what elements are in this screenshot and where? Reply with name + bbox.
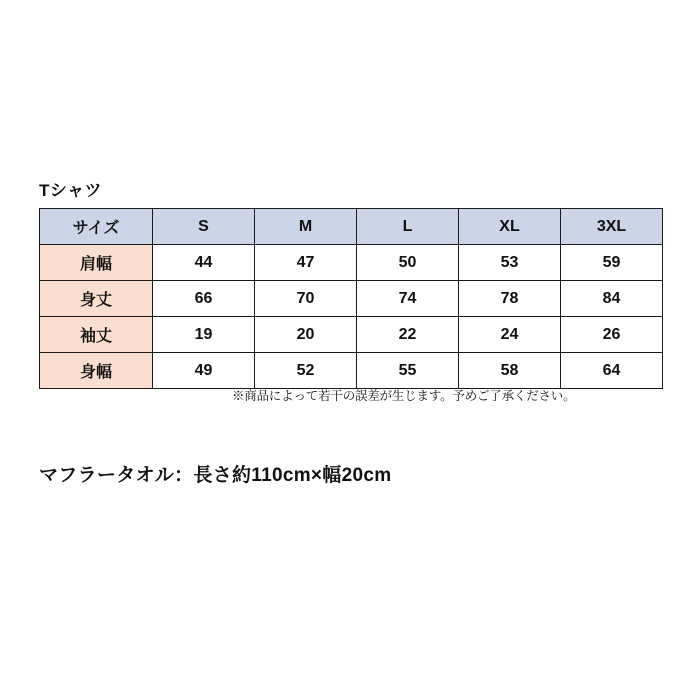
column-header-m: M [255, 209, 357, 245]
size-table [39, 208, 663, 389]
cell-sleeve-l: 22 [357, 317, 459, 353]
column-header-l: L [357, 209, 459, 245]
row-label-length: 身丈 [40, 281, 153, 317]
table-row [40, 353, 663, 389]
column-header-xl: XL [459, 209, 561, 245]
cell-shoulder-xl: 53 [459, 245, 561, 281]
cell-shoulder-s: 44 [153, 245, 255, 281]
cell-sleeve-s: 19 [153, 317, 255, 353]
table-row [40, 281, 663, 317]
column-header-size-label: サイズ [40, 209, 153, 245]
row-label-width: 身幅 [40, 353, 153, 389]
table-row [40, 245, 663, 281]
column-header-3xl: 3XL [561, 209, 663, 245]
cell-width-l: 55 [357, 353, 459, 389]
cell-length-m: 70 [255, 281, 357, 317]
cell-length-xl: 78 [459, 281, 561, 317]
table-header-row [40, 209, 663, 245]
cell-sleeve-m: 20 [255, 317, 357, 353]
table-row [40, 317, 663, 353]
cell-width-s: 49 [153, 353, 255, 389]
cell-sleeve-xl: 24 [459, 317, 561, 353]
column-header-s: S [153, 209, 255, 245]
page-title: Tシャツ [39, 181, 103, 200]
cell-shoulder-l: 50 [357, 245, 459, 281]
cell-width-3xl: 64 [561, 353, 663, 389]
towel-spec-text: マフラータオル：長さ約110cm×幅20cm [39, 465, 392, 486]
cell-width-m: 52 [255, 353, 357, 389]
cell-shoulder-3xl: 59 [561, 245, 663, 281]
disclaimer-note: ※商品によって若干の誤差が生じます。予めご了承ください。 [232, 389, 576, 403]
row-label-shoulder: 肩幅 [40, 245, 153, 281]
cell-length-3xl: 84 [561, 281, 663, 317]
cell-length-s: 66 [153, 281, 255, 317]
cell-length-l: 74 [357, 281, 459, 317]
cell-sleeve-3xl: 26 [561, 317, 663, 353]
row-label-sleeve: 袖丈 [40, 317, 153, 353]
cell-width-xl: 58 [459, 353, 561, 389]
cell-shoulder-m: 47 [255, 245, 357, 281]
